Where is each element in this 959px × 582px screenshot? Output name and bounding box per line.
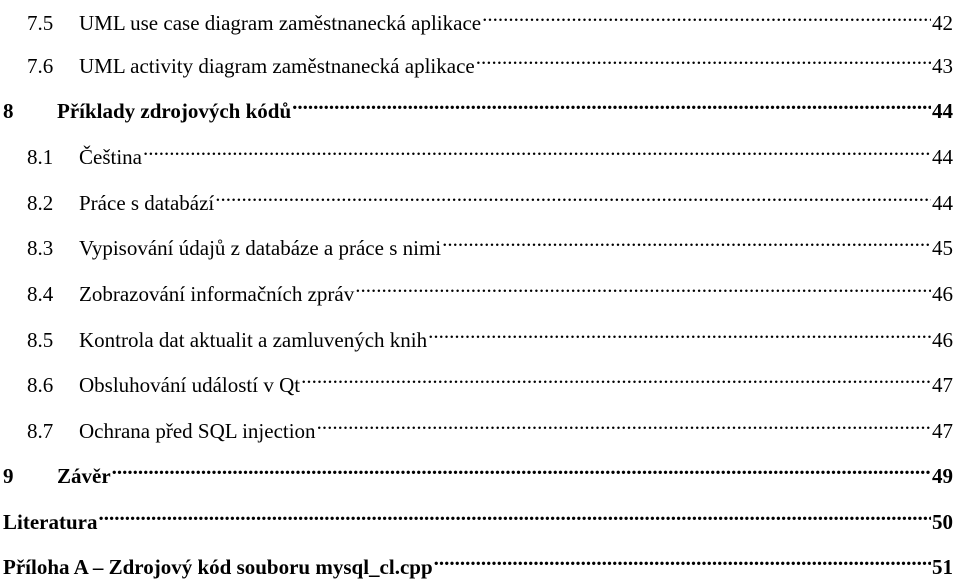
toc-entry-number: 9 <box>3 464 14 488</box>
toc-dot-leader <box>355 271 931 301</box>
toc-entry-number: 8.7 <box>27 419 54 443</box>
toc-entry-number: 8.4 <box>27 282 54 306</box>
toc-entry-number: 8 <box>3 99 14 123</box>
toc-dot-leader <box>292 88 931 118</box>
toc-entry-title: Příloha A – Zdrojový kód souboru mysql_cl.cpp <box>3 555 433 579</box>
toc-entry-8-2[interactable] <box>27 180 953 215</box>
toc-dot-leader <box>428 317 931 347</box>
toc-entry-8-6[interactable] <box>27 362 953 397</box>
toc-entry-8[interactable] <box>3 88 953 123</box>
toc-entry-8-4[interactable] <box>27 271 953 306</box>
toc-entry-title: Závěr <box>57 464 111 488</box>
toc-entry-page: 44 <box>932 191 953 215</box>
toc-entry-title: UML activity diagram zaměstnanecká aplikace <box>79 54 475 78</box>
toc-entry-number: 8.6 <box>27 373 54 397</box>
toc-entry-title: Příklady zdrojových kódů <box>57 99 292 123</box>
toc-entry-8-1[interactable] <box>27 134 953 169</box>
toc-entry-page: 47 <box>932 373 953 397</box>
toc-entry-priloha-a[interactable] <box>3 544 953 579</box>
toc-entry-page: 46 <box>932 282 953 306</box>
toc-entry-title: Vypisování údajů z databáze a práce s nimi <box>79 236 442 260</box>
toc-entry-title: Kontrola dat aktualit a zamluvených knih <box>79 328 428 352</box>
toc-entry-literatura[interactable] <box>3 499 953 534</box>
toc-entry-page: 44 <box>932 145 953 169</box>
toc-entry-title: UML use case diagram zaměstnanecká aplikace <box>79 11 482 35</box>
toc-dot-leader <box>143 134 931 164</box>
toc-entry-page: 49 <box>932 464 953 488</box>
toc-entry-8-5[interactable] <box>27 317 953 352</box>
toc-dot-leader <box>442 225 931 255</box>
toc-entry-title: Ochrana před SQL injection <box>79 419 316 443</box>
toc-dot-leader <box>434 544 931 574</box>
toc-dot-leader <box>112 453 931 483</box>
toc-dot-leader <box>98 499 931 529</box>
toc-entry-9[interactable] <box>3 453 953 488</box>
toc-entry-page: 47 <box>932 419 953 443</box>
toc-entry-7-5[interactable] <box>27 0 953 35</box>
toc-entry-title: Čeština <box>79 145 142 169</box>
toc-dot-leader <box>215 180 931 210</box>
toc-entry-page: 50 <box>932 510 953 534</box>
toc-entry-page: 43 <box>932 54 953 78</box>
toc-entry-title: Obsluhování událostí v Qt <box>79 373 301 397</box>
toc-dot-leader <box>482 0 931 30</box>
toc-dot-leader <box>301 362 931 392</box>
toc-entry-number: 8.2 <box>27 191 54 215</box>
toc-entry-number: 7.5 <box>27 11 54 35</box>
toc-entry-8-7[interactable] <box>27 408 953 443</box>
toc-entry-page: 45 <box>932 236 953 260</box>
toc-entry-title: Zobrazování informačních zpráv <box>79 282 355 306</box>
toc-entry-7-6[interactable] <box>27 43 953 78</box>
toc-entry-title: Práce s databází <box>79 191 215 215</box>
toc-entry-page: 44 <box>932 99 953 123</box>
toc-entry-number: 8.1 <box>27 145 54 169</box>
toc-entry-number: 7.6 <box>27 54 54 78</box>
toc-entry-number: 8.3 <box>27 236 54 260</box>
toc-entry-title: Literatura <box>3 510 98 534</box>
toc-dot-leader <box>317 408 931 438</box>
toc-entry-8-3[interactable] <box>27 225 953 260</box>
toc-entry-page: 51 <box>932 555 953 579</box>
toc-entry-page: 42 <box>932 11 953 35</box>
toc-entry-number: 8.5 <box>27 328 54 352</box>
toc-entry-page: 46 <box>932 328 953 352</box>
toc-dot-leader <box>476 43 931 73</box>
